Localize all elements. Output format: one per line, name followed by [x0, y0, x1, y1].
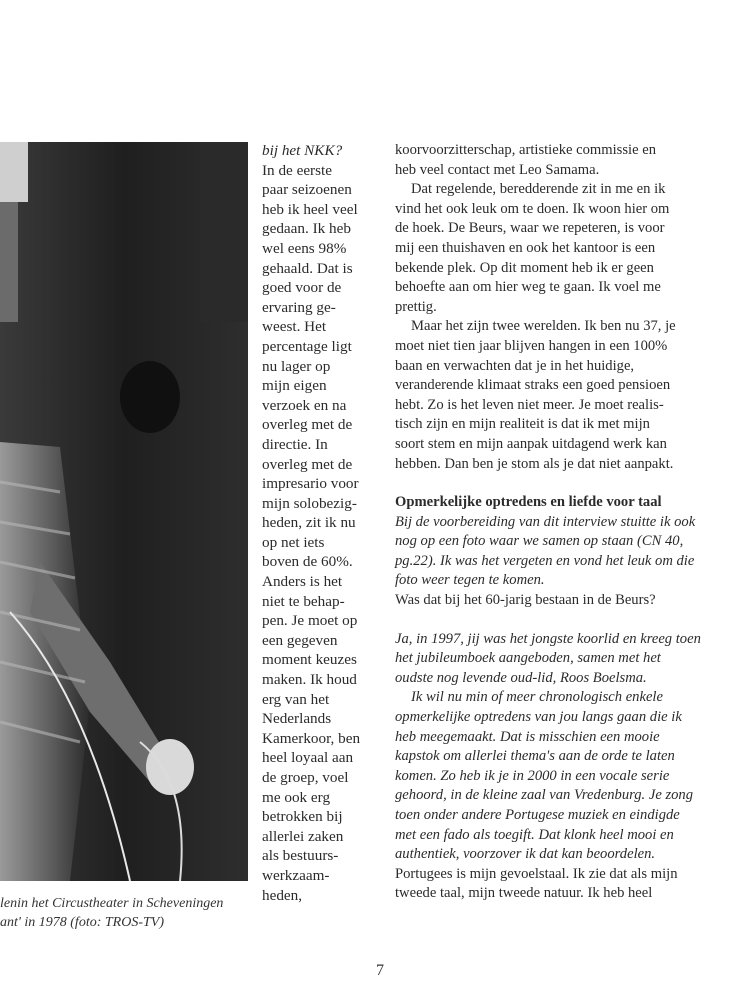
text-line: impresario voor: [262, 475, 359, 493]
page-number: 7: [376, 962, 384, 979]
text-line: als bestuurs-: [262, 847, 339, 865]
caption-line: lenin het Circustheater in Scheveningen: [0, 896, 224, 911]
paragraph-2: [395, 180, 707, 317]
question-line: foto weer tegen te komen.: [395, 572, 545, 589]
text-line: de hoek. De Beurs, waar we repeteren, is voor: [395, 220, 665, 237]
text-line: boven de 60%.: [262, 553, 353, 571]
text-line: paar seizoenen: [262, 181, 352, 199]
text-line: heb veel contact met Leo Samama.: [395, 161, 600, 178]
answer-line: tweede taal, mijn tweede natuur. Ik heb heel: [395, 885, 653, 902]
paragraph-3: [395, 317, 707, 474]
text-line: mij een thuishaven en ook het kantoor is een: [395, 239, 656, 256]
paragraph-1: [395, 141, 707, 180]
text-line: percentage ligt: [262, 337, 352, 355]
text-line: nu lager op: [262, 357, 331, 375]
question-line: gehoord, in de kleine zaal van Vredenburg. Je zong: [395, 787, 694, 804]
text-line: overleg met de: [262, 455, 353, 473]
wide-text-column: [395, 141, 707, 904]
text-line: werkzaam-: [262, 866, 330, 884]
concert-photo: [0, 142, 248, 881]
text-line: heden,: [262, 886, 303, 904]
text-line: soort stem en mijn aanpak uitdagend werk kan: [395, 435, 667, 452]
narrow-text-column: [262, 141, 382, 905]
text-line: hebben. Dan ben je stom als je dat niet aanpakt.: [395, 455, 674, 472]
question-2: [395, 630, 707, 689]
text-line: gedaan. Ik heb: [262, 220, 351, 238]
text-line: allerlei zaken: [262, 827, 344, 845]
text-line: maken. Ik houd: [262, 671, 357, 689]
answer-2: [395, 865, 707, 904]
text-line: moet niet tien jaar blijven hangen in een 100%: [395, 337, 668, 354]
text-line: prettig.: [395, 298, 437, 315]
answer-line: Was dat bij het 60-jarig bestaan in de Beurs?: [395, 592, 656, 609]
text-line: goed voor de: [262, 279, 342, 297]
text-line: Anders is het: [262, 573, 343, 591]
question-line: Ik wil nu min of meer chronologisch enkele: [411, 689, 663, 706]
text-line: hebt. Zo is het leven niet meer. Je moet realis-: [395, 396, 664, 413]
question-line: oudste nog levende oud-lid, Roos Boelsma.: [395, 669, 647, 686]
text-line: op net iets: [262, 533, 325, 551]
question-line: met een fado als toegift. Dat klonk heel mooi en: [395, 826, 674, 843]
text-line: ervaring ge-: [262, 298, 336, 316]
text-line: Kamerkoor, ben: [262, 729, 361, 747]
text-line: koorvoorzitterschap, artistieke commissie en: [395, 142, 656, 158]
question-line: authentiek, voorzover ik dat kan beoordelen.: [395, 846, 656, 863]
question-line: komen. Zo heb ik je in 2000 in een vocale serie: [395, 767, 670, 784]
text-line: heel loyaal aan: [262, 749, 354, 767]
text-line: behoefte aan om hier weg te gaan. Ik voel me: [395, 279, 661, 296]
text-line: heb ik heel veel: [262, 200, 358, 218]
question-line: Bij de voorbereiding van dit interview stuitte ik ook: [395, 513, 696, 530]
text-line: heden, zit ik nu: [262, 514, 356, 532]
text-line: directie. In: [262, 435, 328, 453]
text-line: een gegeven: [262, 631, 338, 649]
text-line: me ook erg: [262, 788, 331, 806]
text-line: veranderende klimaat straks een goed pensioen: [395, 377, 671, 394]
text-line: bekende plek. Op dit moment heb ik er geen: [395, 259, 654, 276]
question-line: Ja, in 1997, jij was het jongste koorlid en kreeg toen: [395, 630, 701, 647]
photo-image: [0, 142, 248, 881]
caption-line: ant' in 1978 (foto: TROS-TV): [0, 915, 164, 930]
text-line: baan en verwachten dat je in het huidige,: [395, 357, 635, 374]
text-line: tisch zijn en mijn realiteit is dat ik met mijn: [395, 416, 650, 433]
text-line: Maar het zijn twee werelden. Ik ben nu 37, je: [411, 318, 676, 335]
spacer: [395, 474, 707, 493]
text-line: gehaald. Dat is: [262, 259, 353, 277]
text-line: overleg met de: [262, 416, 353, 434]
question-1: [395, 513, 707, 591]
question-line: opmerkelijke optredens van jou langs gaan die ik: [395, 709, 682, 726]
text-line: wel eens 98%: [262, 239, 347, 257]
text-line: moment keuzes: [262, 651, 357, 669]
question-3: [395, 688, 707, 864]
question-line: toen onder andere Portugese muziek en eindigde: [395, 807, 680, 823]
question-line: heb meegemaakt. Dat is misschien een mooie: [395, 728, 660, 745]
text-line: weest. Het: [262, 318, 327, 336]
text-line: verzoek en na: [262, 396, 347, 414]
answer-line: Portugees is mijn gevoelstaal. Ik zie dat als mijn: [395, 865, 678, 882]
question-text: bij het NKK?: [262, 142, 343, 159]
spacer: [395, 611, 707, 630]
text-line: vind het ook leuk om te doen. Ik woon hier om: [395, 200, 670, 217]
text-line: mijn solobezig-: [262, 494, 357, 512]
text-line: de groep, voel: [262, 769, 349, 786]
text-line: niet te behap-: [262, 592, 345, 610]
question-line: kapstok om allerlei thema's aan de orde te laten: [395, 748, 675, 765]
question-line: nog op een foto waar we samen op staan (CN 40,: [395, 533, 684, 550]
text-line: mijn eigen: [262, 377, 327, 395]
text-line: In de eerste: [262, 161, 332, 179]
text-line: erg van het: [262, 690, 330, 708]
question-line: pg.22). Ik was het vergeten en vond het leuk om die: [395, 552, 695, 569]
photo-caption: [0, 894, 250, 932]
question-line: het jubileumboek aangeboden, samen met het: [395, 650, 661, 667]
text-line: betrokken bij: [262, 808, 343, 826]
text-line: pen. Je moet op: [262, 612, 358, 630]
section-heading: Opmerkelijke optredens en liefde voor taal: [395, 494, 662, 511]
text-line: Nederlands: [262, 710, 332, 728]
text-line: Dat regelende, beredderende zit in me en ik: [411, 181, 666, 198]
